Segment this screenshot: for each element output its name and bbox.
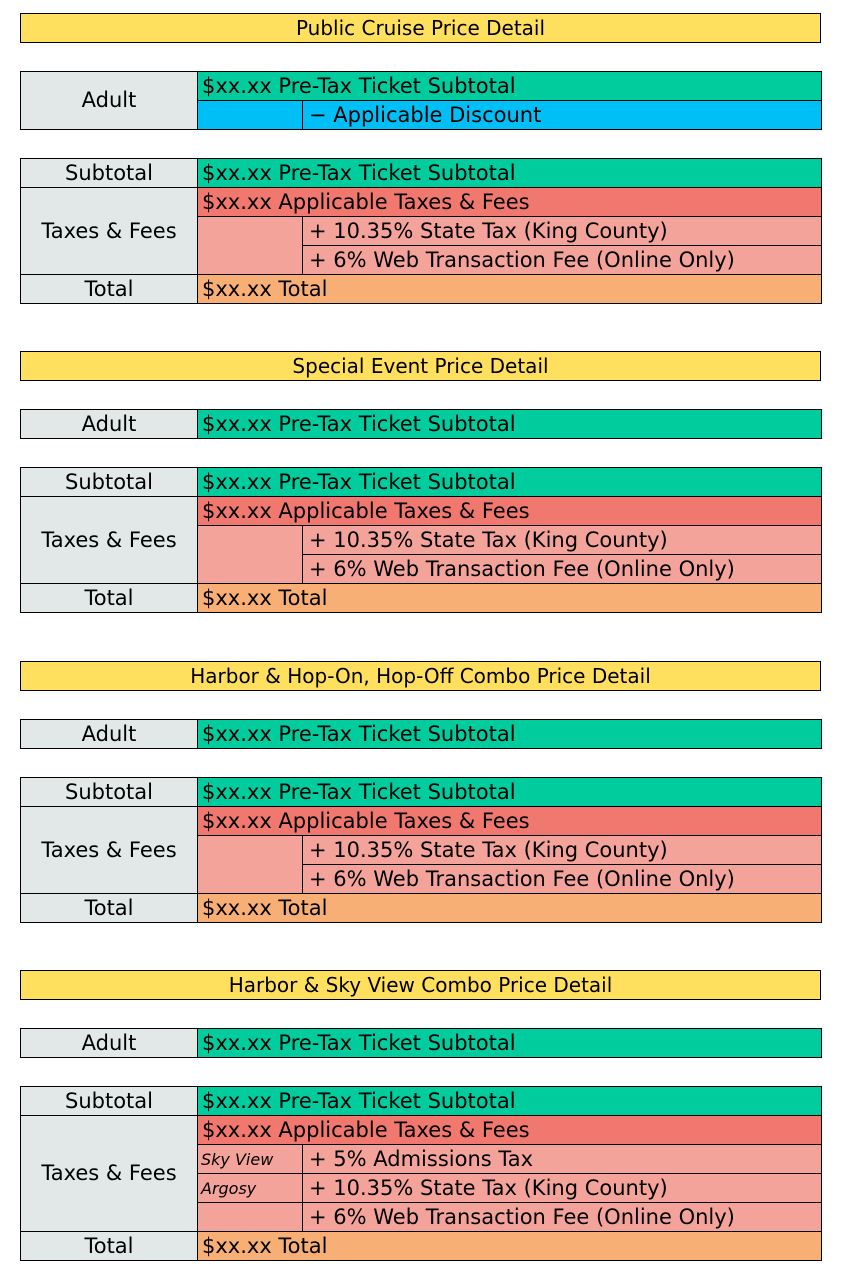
total-value: $xx.xx Total (198, 894, 822, 923)
web-fee-line: + 6% Web Transaction Fee (Online Only) (303, 1203, 822, 1232)
taxes-fees-label: Taxes & Fees (21, 1116, 198, 1232)
pre-tax-subtotal: $xx.xx Pre-Tax Ticket Subtotal (198, 159, 822, 188)
web-fee-line: + 6% Web Transaction Fee (Online Only) (303, 555, 822, 584)
applicable-taxes: $xx.xx Applicable Taxes & Fees (198, 188, 822, 217)
taxes-fees-label: Taxes & Fees (21, 497, 198, 584)
web-fee-line: + 6% Web Transaction Fee (Online Only) (303, 246, 822, 275)
tax-spacer (198, 526, 303, 584)
public-cruise-adult-table (20, 71, 822, 130)
hop-on-totals-table (20, 777, 822, 923)
applicable-discount: − Applicable Discount (303, 101, 822, 130)
adult-label: Adult (21, 1029, 198, 1058)
section-title-harbor-hop-on-hop-off: Harbor & Hop-On, Hop-Off Combo Price Detail (20, 661, 821, 691)
adult-label: Adult (21, 72, 198, 130)
total-label: Total (21, 275, 198, 304)
tax-spacer (198, 217, 303, 275)
public-cruise-totals-table (20, 158, 822, 304)
section-title-harbor-sky-view: Harbor & Sky View Combo Price Detail (20, 970, 821, 1000)
pre-tax-subtotal: $xx.xx Pre-Tax Ticket Subtotal (198, 1029, 822, 1058)
pre-tax-subtotal: $xx.xx Pre-Tax Ticket Subtotal (198, 468, 822, 497)
pre-tax-subtotal: $xx.xx Pre-Tax Ticket Subtotal (198, 72, 822, 101)
state-tax-line: + 10.35% State Tax (King County) (303, 217, 822, 246)
admissions-tax-line: + 5% Admissions Tax (303, 1145, 822, 1174)
web-fee-line: + 6% Web Transaction Fee (Online Only) (303, 865, 822, 894)
total-value: $xx.xx Total (198, 1232, 822, 1261)
total-value: $xx.xx Total (198, 584, 822, 613)
applicable-taxes: $xx.xx Applicable Taxes & Fees (198, 807, 822, 836)
pre-tax-subtotal: $xx.xx Pre-Tax Ticket Subtotal (198, 778, 822, 807)
discount-spacer (198, 101, 303, 130)
adult-label: Adult (21, 410, 198, 439)
section-title-special-event: Special Event Price Detail (20, 351, 821, 381)
sky-view-note: Sky View (198, 1145, 303, 1174)
state-tax-line: + 10.35% State Tax (King County) (303, 836, 822, 865)
hop-on-adult-table (20, 719, 822, 749)
tax-spacer (198, 1203, 303, 1232)
subtotal-label: Subtotal (21, 468, 198, 497)
tax-spacer (198, 836, 303, 894)
sky-view-adult-table (20, 1028, 822, 1058)
applicable-taxes: $xx.xx Applicable Taxes & Fees (198, 1116, 822, 1145)
taxes-fees-label: Taxes & Fees (21, 807, 198, 894)
taxes-fees-label: Taxes & Fees (21, 188, 198, 275)
special-event-adult-table (20, 409, 822, 439)
pre-tax-subtotal: $xx.xx Pre-Tax Ticket Subtotal (198, 410, 822, 439)
pre-tax-subtotal: $xx.xx Pre-Tax Ticket Subtotal (198, 1087, 822, 1116)
subtotal-label: Subtotal (21, 778, 198, 807)
total-value: $xx.xx Total (198, 275, 822, 304)
special-event-totals-table (20, 467, 822, 613)
subtotal-label: Subtotal (21, 159, 198, 188)
section-title-public-cruise: Public Cruise Price Detail (20, 13, 821, 43)
applicable-taxes: $xx.xx Applicable Taxes & Fees (198, 497, 822, 526)
total-label: Total (21, 1232, 198, 1261)
sky-view-totals-table (20, 1086, 822, 1261)
adult-label: Adult (21, 720, 198, 749)
total-label: Total (21, 894, 198, 923)
state-tax-line: + 10.35% State Tax (King County) (303, 526, 822, 555)
argosy-note: Argosy (198, 1174, 303, 1203)
pre-tax-subtotal: $xx.xx Pre-Tax Ticket Subtotal (198, 720, 822, 749)
state-tax-line: + 10.35% State Tax (King County) (303, 1174, 822, 1203)
subtotal-label: Subtotal (21, 1087, 198, 1116)
total-label: Total (21, 584, 198, 613)
